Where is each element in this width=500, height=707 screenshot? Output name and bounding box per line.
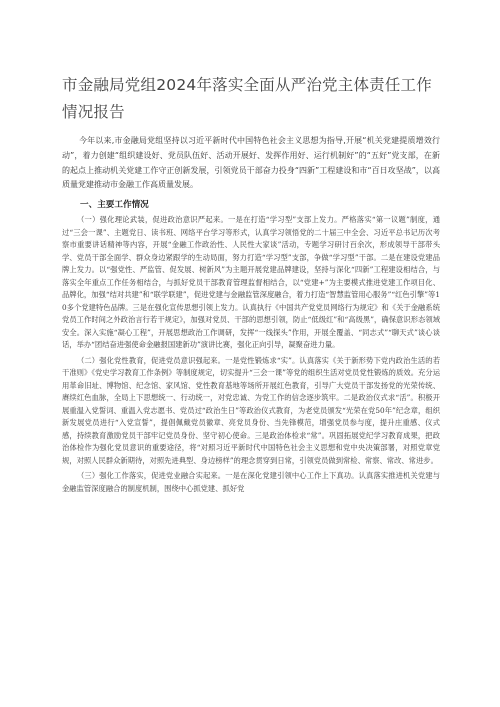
body-paragraph-1: （一）强化理论武装，促进政治意识严起来。一是在打造“学习型”支部上发力。严格落实“第一议题”制度，通过“三会一课”、主题党日、读书班、网络平台学习等形式，认真学习领悟党的二十届三中全会、习近平总书记历次考察市重要讲话精神等内容，开展“金融工作政治性、人民性大家谈”活动，专题学习研讨百余次，形成领导干部带头学、党员干部全面学、群众身边紧跟学的生动局面，努力打造“学习型”支部，争做“学习型”干部。二是在建设党建品牌上发力。以“强党性、严监管、促发展、树新风”为主题开展党建品牌建设，坚持与深化“四新”工程建设相结合，与落实全年重点工作任务相结合，与抓好党员干部教育管理监督相结合，以“党建+”为主要模式推进党建工作项目化、品牌化，加强“结对共建”和“联学联建”，促进党建与金融监管深度融合，着力打造“智慧监管用心服务”“红色引擎”等10多个党建特色品牌。三是在强化宣传思想引领上发力。认真执行《中国共产党党员网络行为规定》和《关于金融系统党员工作时间之外政治言行若干规定》，加强对党员、干部的思想引领，防止“低级红”和“高级黑”，确保意识形态领域安全。深入实施“凝心工程”，开展思想政治工作调研，发挥“一线探头”作用，开展全覆盖、“同志式”“聊天式”谈心谈话，举办“团结奋进强使命金融报国建新功”演讲比赛，强化正向引导，凝聚奋进力量。 (62, 215, 440, 350)
intro-paragraph: 今年以来,市金融局党组坚持以习近平新时代中国特色社会主义思想为指导,开展“机关党建提质增效行动”，着力创建“组织建设好、党员队伍好、活动开展好、发挥作用好、运行机制好”的“五好”党支部，在新的起点上推动机关党建工作守正创新发展，引领党员干部奋力投身“四新”工程建设和市“百日攻坚战”，以高质量党建推动市金融工作高质量发展。 (62, 136, 440, 190)
document-title: 市金融局党组2024年落实全面从严治党主体责任工作情况报告 (62, 76, 432, 121)
body-paragraph-3: （三）强化工作落实，促进党业融合实起来。一是在深化党建引领中心工作上下真功。认真落实推进机关党建与金融监管深度融合的制度机制，围绕中心抓党建、抓好党 (62, 471, 440, 493)
section-heading: 一、主要工作情况 (80, 200, 149, 211)
body-paragraph-2: （二）强化党性教育，促进党员意识强起来。一是党性锻炼求“实”。认真落实《关于新形势下党内政治生活的若干准则》《党史学习教育工作条例》等制度规定，切实提升“三会一课”等党的组织生活对党员党性锻炼的质效。充分运用革命旧址、博物馆、纪念馆、家风馆、党性教育基地等场所开展红色教育，引导广大党员干部发扬党的光荣传统、赓续红色血脉，全局上下思想统一、行动统一，对党忠诚、为党工作的信念逐步筑牢。二是政治仪式求“活”。积极开展重温入党誓词、重温入党志愿书、党员过“政治生日”等政治仪式教育，为老党员颁发“光荣在党50年”纪念章，组织新发展党员进行“入党宣誓”，提倡佩戴党员徽章、亮党员身份、当先锋模范，增强党员参与度，提升庄重感、仪式感，持续教育激励党员干部牢记党员身份、坚守初心使命。三是政治体检求“常”。巩固拓展党纪学习教育成果，把政治体检作为强化党员意识的重要途径，将“对照习近平新时代中国特色社会主义思想和党中央决策部署，对照党章党规，对照人民群众新期待，对照先进典型、身边榜样”的理念贯穿到日常，引领党员做到常检、常察、常改、常进步。 (62, 355, 440, 465)
document-body (62, 134, 440, 498)
